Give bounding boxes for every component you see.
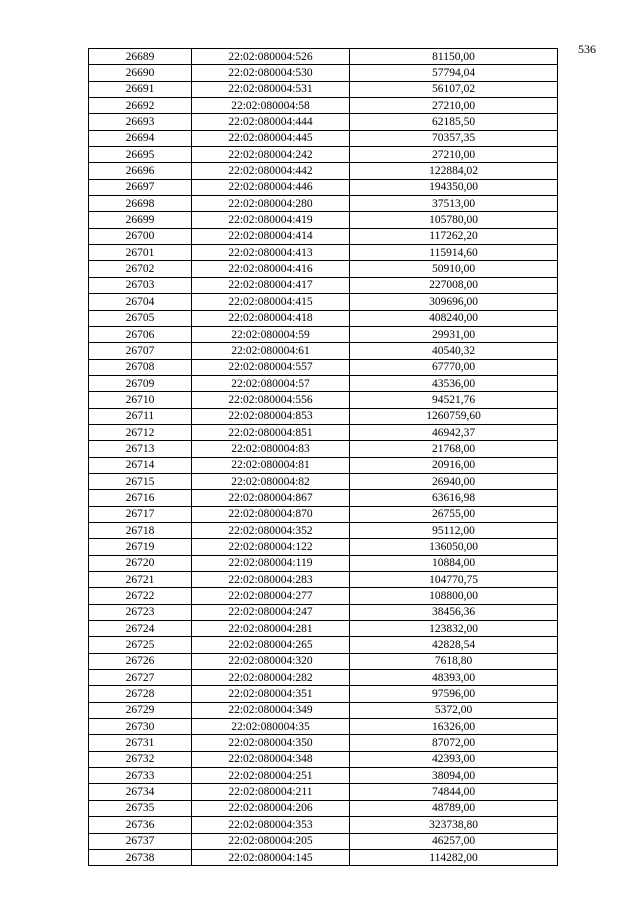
cadastral-number-cell: 22:02:080004:349 [192, 702, 350, 718]
table-row [89, 147, 558, 163]
cadastral-number-cell: 22:02:080004:352 [192, 522, 350, 538]
cadastral-number-cell: 22:02:080004:531 [192, 81, 350, 97]
table-row [89, 310, 558, 326]
table-row [89, 751, 558, 767]
cadastral-number-cell: 22:02:080004:57 [192, 375, 350, 391]
cadastral-number-cell: 22:02:080004:242 [192, 147, 350, 163]
cadastral-number-cell: 22:02:080004:283 [192, 572, 350, 588]
cadastral-number-cell: 22:02:080004:530 [192, 65, 350, 81]
cadastral-number-cell: 22:02:080004:350 [192, 735, 350, 751]
row-number-cell: 26702 [89, 261, 192, 277]
row-number-cell: 26711 [89, 408, 192, 424]
value-cell: 5372,00 [350, 702, 558, 718]
row-number-cell: 26695 [89, 147, 192, 163]
row-number-cell: 26726 [89, 653, 192, 669]
cadastral-number-cell: 22:02:080004:418 [192, 310, 350, 326]
cadastral-number-cell: 22:02:080004:145 [192, 849, 350, 865]
row-number-cell: 26724 [89, 621, 192, 637]
cadastral-number-cell: 22:02:080004:251 [192, 768, 350, 784]
cadastral-number-cell: 22:02:080004:419 [192, 212, 350, 228]
row-number-cell: 26715 [89, 473, 192, 489]
value-cell: 10884,00 [350, 555, 558, 571]
row-number-cell: 26733 [89, 768, 192, 784]
table-row [89, 343, 558, 359]
value-cell: 117262,20 [350, 228, 558, 244]
table-row [89, 277, 558, 293]
row-number-cell: 26735 [89, 800, 192, 816]
row-number-cell: 26718 [89, 522, 192, 538]
value-cell: 7618,80 [350, 653, 558, 669]
table-row [89, 212, 558, 228]
cadastral-number-cell: 22:02:080004:247 [192, 604, 350, 620]
value-cell: 70357,35 [350, 130, 558, 146]
table-row [89, 588, 558, 604]
table-row [89, 441, 558, 457]
cadastral-number-cell: 22:02:080004:211 [192, 784, 350, 800]
value-cell: 97596,00 [350, 686, 558, 702]
row-number-cell: 26716 [89, 490, 192, 506]
cadastral-number-cell: 22:02:080004:281 [192, 621, 350, 637]
table-row [89, 686, 558, 702]
cadastral-number-cell: 22:02:080004:348 [192, 751, 350, 767]
row-number-cell: 26737 [89, 833, 192, 849]
row-number-cell: 26708 [89, 359, 192, 375]
value-cell: 67770,00 [350, 359, 558, 375]
table-row [89, 114, 558, 130]
row-number-cell: 26704 [89, 294, 192, 310]
cadastral-number-cell: 22:02:080004:417 [192, 277, 350, 293]
cadastral-number-cell: 22:02:080004:35 [192, 719, 350, 735]
cadastral-number-cell: 22:02:080004:444 [192, 114, 350, 130]
row-number-cell: 26699 [89, 212, 192, 228]
table-row [89, 196, 558, 212]
value-cell: 42828,54 [350, 637, 558, 653]
cadastral-number-cell: 22:02:080004:83 [192, 441, 350, 457]
row-number-cell: 26738 [89, 849, 192, 865]
row-number-cell: 26734 [89, 784, 192, 800]
value-cell: 94521,76 [350, 392, 558, 408]
value-cell: 27210,00 [350, 98, 558, 114]
table-row [89, 604, 558, 620]
row-number-cell: 26721 [89, 572, 192, 588]
table-row [89, 473, 558, 489]
row-number-cell: 26692 [89, 98, 192, 114]
row-number-cell: 26693 [89, 114, 192, 130]
row-number-cell: 26719 [89, 539, 192, 555]
table-row [89, 735, 558, 751]
value-cell: 16326,00 [350, 719, 558, 735]
row-number-cell: 26729 [89, 702, 192, 718]
row-number-cell: 26732 [89, 751, 192, 767]
table-row [89, 522, 558, 538]
table-row [89, 457, 558, 473]
row-number-cell: 26705 [89, 310, 192, 326]
row-number-cell: 26698 [89, 196, 192, 212]
row-number-cell: 26701 [89, 245, 192, 261]
cadastral-number-cell: 22:02:080004:277 [192, 588, 350, 604]
value-cell: 38456,36 [350, 604, 558, 620]
table-row [89, 637, 558, 653]
value-cell: 227008,00 [350, 277, 558, 293]
row-number-cell: 26714 [89, 457, 192, 473]
table-row [89, 98, 558, 114]
table-row [89, 768, 558, 784]
value-cell: 122884,02 [350, 163, 558, 179]
table-row [89, 784, 558, 800]
cadastral-number-cell: 22:02:080004:414 [192, 228, 350, 244]
cadastral-number-cell: 22:02:080004:415 [192, 294, 350, 310]
value-cell: 63616,98 [350, 490, 558, 506]
cadastral-number-cell: 22:02:080004:557 [192, 359, 350, 375]
table-row [89, 261, 558, 277]
row-number-cell: 26717 [89, 506, 192, 522]
value-cell: 108800,00 [350, 588, 558, 604]
cadastral-number-cell: 22:02:080004:81 [192, 457, 350, 473]
cadastral-number-cell: 22:02:080004:446 [192, 179, 350, 195]
row-number-cell: 26723 [89, 604, 192, 620]
value-cell: 323738,80 [350, 817, 558, 833]
row-number-cell: 26696 [89, 163, 192, 179]
table-row [89, 408, 558, 424]
cadastral-number-cell: 22:02:080004:119 [192, 555, 350, 571]
table-row [89, 621, 558, 637]
value-cell: 20916,00 [350, 457, 558, 473]
table-row [89, 294, 558, 310]
row-number-cell: 26731 [89, 735, 192, 751]
cadastral-number-cell: 22:02:080004:351 [192, 686, 350, 702]
row-number-cell: 26736 [89, 817, 192, 833]
table-row [89, 424, 558, 440]
value-cell: 27210,00 [350, 147, 558, 163]
row-number-cell: 26694 [89, 130, 192, 146]
value-cell: 48393,00 [350, 670, 558, 686]
table-row [89, 817, 558, 833]
value-cell: 74844,00 [350, 784, 558, 800]
cadastral-number-cell: 22:02:080004:82 [192, 473, 350, 489]
value-cell: 29931,00 [350, 326, 558, 342]
value-cell: 38094,00 [350, 768, 558, 784]
table-row [89, 506, 558, 522]
value-cell: 43536,00 [350, 375, 558, 391]
value-cell: 87072,00 [350, 735, 558, 751]
value-cell: 309696,00 [350, 294, 558, 310]
cadastral-number-cell: 22:02:080004:851 [192, 424, 350, 440]
cadastral-number-cell: 22:02:080004:206 [192, 800, 350, 816]
value-cell: 48789,00 [350, 800, 558, 816]
table-row [89, 179, 558, 195]
cadastral-number-cell: 22:02:080004:61 [192, 343, 350, 359]
cadastral-number-cell: 22:02:080004:122 [192, 539, 350, 555]
row-number-cell: 26713 [89, 441, 192, 457]
cadastral-number-cell: 22:02:080004:870 [192, 506, 350, 522]
table-row [89, 670, 558, 686]
value-cell: 26940,00 [350, 473, 558, 489]
table-row [89, 702, 558, 718]
table-row [89, 163, 558, 179]
table-row [89, 392, 558, 408]
table-row [89, 245, 558, 261]
table-row [89, 653, 558, 669]
table-row [89, 49, 558, 65]
value-cell: 123832,00 [350, 621, 558, 637]
cadastral-number-cell: 22:02:080004:442 [192, 163, 350, 179]
cadastral-number-cell: 22:02:080004:353 [192, 817, 350, 833]
row-number-cell: 26720 [89, 555, 192, 571]
cadastral-number-cell: 22:02:080004:413 [192, 245, 350, 261]
cadastral-number-cell: 22:02:080004:58 [192, 98, 350, 114]
cadastral-number-cell: 22:02:080004:59 [192, 326, 350, 342]
cadastral-number-cell: 22:02:080004:853 [192, 408, 350, 424]
table-row [89, 572, 558, 588]
table-row [89, 81, 558, 97]
cadastral-number-cell: 22:02:080004:280 [192, 196, 350, 212]
table-row [89, 833, 558, 849]
row-number-cell: 26728 [89, 686, 192, 702]
value-cell: 42393,00 [350, 751, 558, 767]
row-number-cell: 26710 [89, 392, 192, 408]
row-number-cell: 26722 [89, 588, 192, 604]
row-number-cell: 26707 [89, 343, 192, 359]
value-cell: 95112,00 [350, 522, 558, 538]
table-row [89, 359, 558, 375]
registry-table-body [89, 49, 558, 866]
cadastral-number-cell: 22:02:080004:556 [192, 392, 350, 408]
row-number-cell: 26697 [89, 179, 192, 195]
value-cell: 40540,32 [350, 343, 558, 359]
cadastral-number-cell: 22:02:080004:416 [192, 261, 350, 277]
row-number-cell: 26709 [89, 375, 192, 391]
table-row [89, 555, 558, 571]
row-number-cell: 26706 [89, 326, 192, 342]
row-number-cell: 26725 [89, 637, 192, 653]
value-cell: 26755,00 [350, 506, 558, 522]
table-row [89, 719, 558, 735]
value-cell: 104770,75 [350, 572, 558, 588]
table-row [89, 539, 558, 555]
value-cell: 115914,60 [350, 245, 558, 261]
value-cell: 46942,37 [350, 424, 558, 440]
row-number-cell: 26703 [89, 277, 192, 293]
row-number-cell: 26691 [89, 81, 192, 97]
table-row [89, 490, 558, 506]
table-row [89, 228, 558, 244]
value-cell: 21768,00 [350, 441, 558, 457]
table-row [89, 65, 558, 81]
page-number: 536 [578, 42, 596, 56]
value-cell: 37513,00 [350, 196, 558, 212]
value-cell: 194350,00 [350, 179, 558, 195]
value-cell: 1260759,60 [350, 408, 558, 424]
cadastral-number-cell: 22:02:080004:320 [192, 653, 350, 669]
cadastral-number-cell: 22:02:080004:867 [192, 490, 350, 506]
row-number-cell: 26690 [89, 65, 192, 81]
cadastral-number-cell: 22:02:080004:205 [192, 833, 350, 849]
value-cell: 105780,00 [350, 212, 558, 228]
value-cell: 81150,00 [350, 49, 558, 65]
table-row [89, 375, 558, 391]
value-cell: 136050,00 [350, 539, 558, 555]
value-cell: 114282,00 [350, 849, 558, 865]
table-row [89, 800, 558, 816]
value-cell: 57794,04 [350, 65, 558, 81]
table-row [89, 130, 558, 146]
row-number-cell: 26727 [89, 670, 192, 686]
table-row [89, 326, 558, 342]
row-number-cell: 26700 [89, 228, 192, 244]
value-cell: 408240,00 [350, 310, 558, 326]
row-number-cell: 26712 [89, 424, 192, 440]
value-cell: 46257,00 [350, 833, 558, 849]
cadastral-number-cell: 22:02:080004:265 [192, 637, 350, 653]
registry-table [88, 48, 558, 866]
value-cell: 62185,50 [350, 114, 558, 130]
table-row [89, 849, 558, 865]
cadastral-number-cell: 22:02:080004:445 [192, 130, 350, 146]
row-number-cell: 26689 [89, 49, 192, 65]
cadastral-number-cell: 22:02:080004:282 [192, 670, 350, 686]
value-cell: 50910,00 [350, 261, 558, 277]
cadastral-number-cell: 22:02:080004:526 [192, 49, 350, 65]
row-number-cell: 26730 [89, 719, 192, 735]
value-cell: 56107,02 [350, 81, 558, 97]
